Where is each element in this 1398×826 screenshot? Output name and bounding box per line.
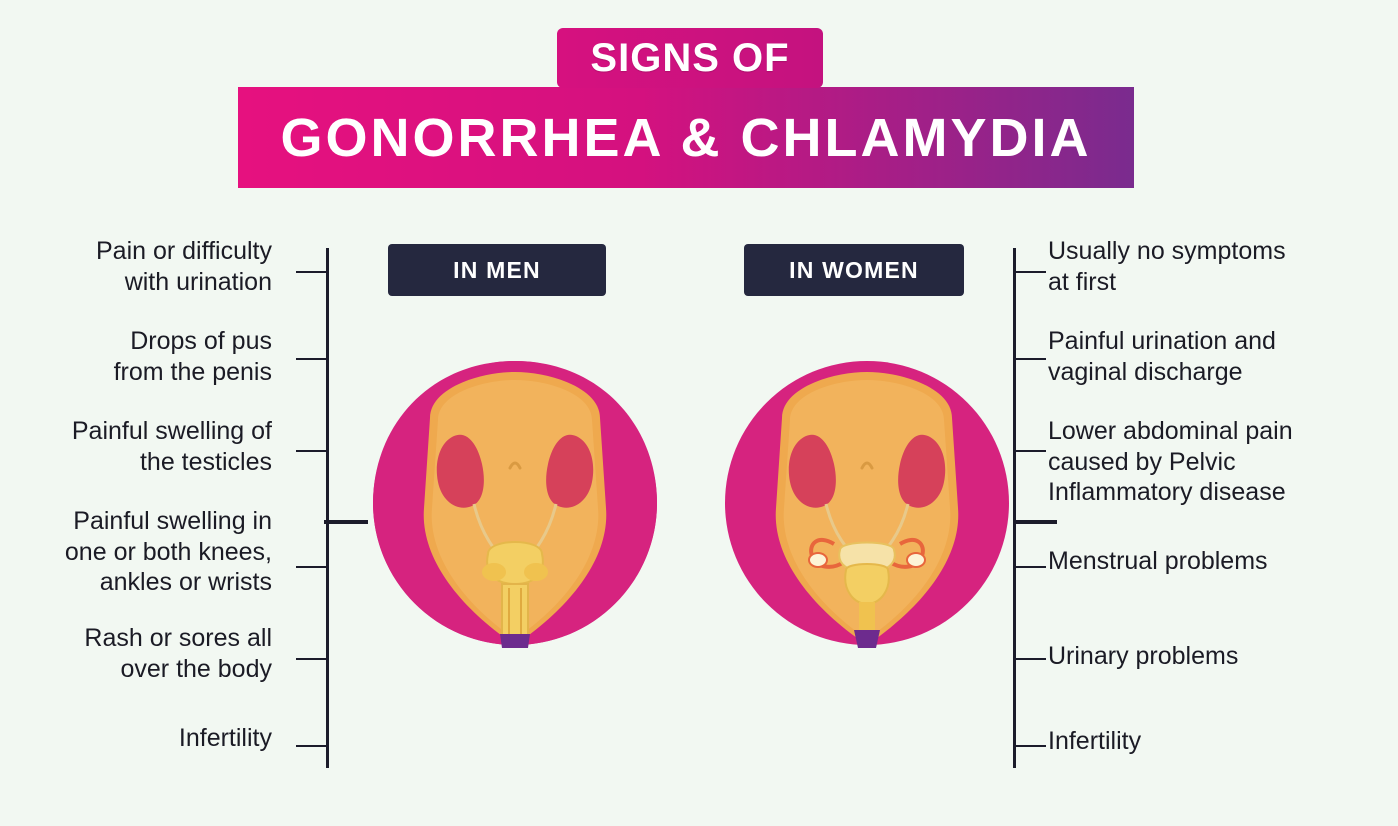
tick-right-5	[1016, 566, 1046, 568]
women-symptom-4: Menstrual problems	[1048, 547, 1268, 575]
tick-left-4	[324, 520, 368, 524]
women-symptom-2: Painful urination and vaginal discharge	[1048, 327, 1276, 386]
tick-right-7	[1016, 745, 1046, 747]
tick-left-1	[296, 271, 326, 273]
tick-left-7	[296, 745, 326, 747]
men-symptom-2: Drops of pus from the penis	[113, 327, 272, 386]
infographic-header	[0, 0, 1398, 200]
tick-left-3	[296, 450, 326, 452]
men-symptom-4: Painful swelling in one or both knees, ankles or wrists	[64, 507, 272, 596]
women-symptom-6: Infertility	[1048, 727, 1142, 755]
left-axis-line	[326, 248, 329, 768]
panel-men-label: IN MEN	[388, 244, 606, 296]
female-reproductive-anatomy-icon	[722, 358, 1012, 648]
women-symptom-5: Urinary problems	[1048, 642, 1239, 670]
page-title	[238, 87, 1134, 188]
tick-right-4	[1013, 520, 1057, 524]
tick-left-5	[296, 566, 326, 568]
panel-women-label: IN WOMEN	[744, 244, 964, 296]
tick-left-6	[296, 658, 326, 660]
tick-right-2	[1016, 358, 1046, 360]
page-title-text: GONORRHEA & CHLAMYDIA	[280, 107, 1092, 168]
men-symptom-1: Pain or difficulty with urination	[95, 237, 272, 296]
tick-right-1	[1016, 271, 1046, 273]
tick-right-6	[1016, 658, 1046, 660]
male-reproductive-anatomy-icon	[370, 358, 660, 648]
right-axis-line	[1013, 248, 1016, 768]
infographic-body	[0, 218, 1398, 818]
men-symptom-3: Painful swelling of the testicles	[71, 417, 272, 476]
page-subtitle: SIGNS OF	[557, 28, 823, 88]
women-symptom-3: Lower abdominal pain caused by Pelvic Inflammatory disease	[1048, 417, 1293, 506]
men-symptom-5: Rash or sores all over the body	[84, 624, 272, 683]
women-symptom-1: Usually no symptoms at first	[1048, 237, 1286, 296]
tick-right-3	[1016, 450, 1046, 452]
tick-left-2	[296, 358, 326, 360]
men-symptom-6: Infertility	[178, 724, 272, 752]
